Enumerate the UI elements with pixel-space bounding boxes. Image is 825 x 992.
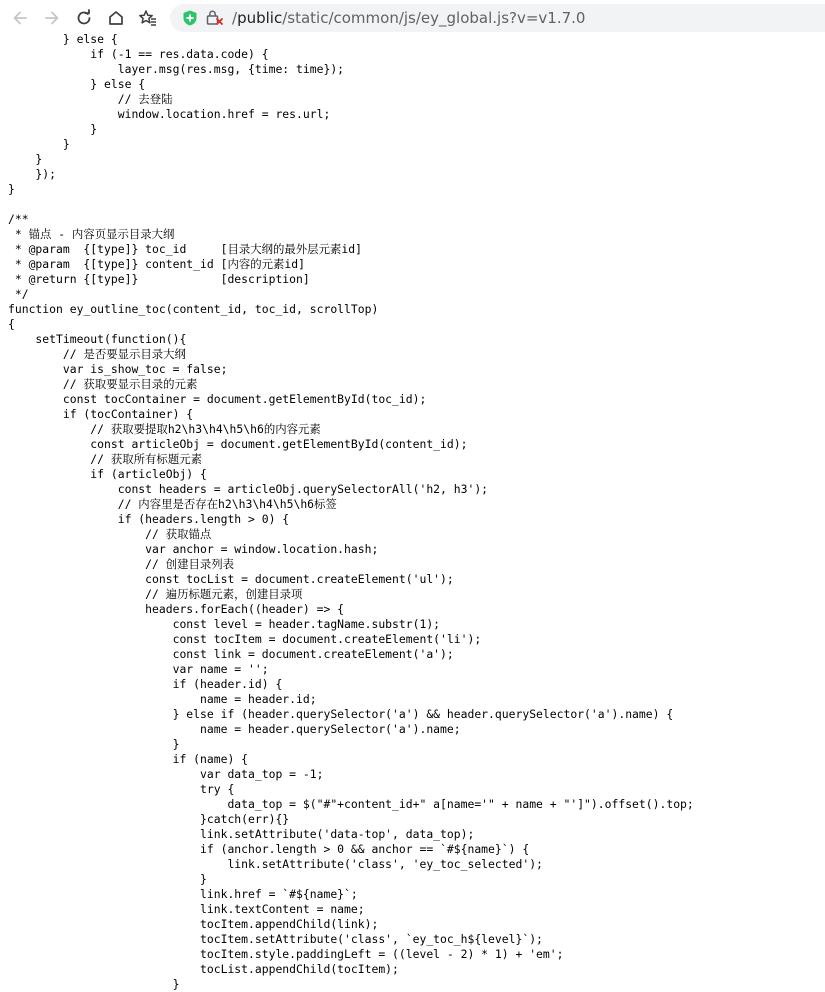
code-line: link.textContent = name; bbox=[8, 902, 365, 916]
url-rest: /static/common/js/ey_global.js?v=v1.7.0 bbox=[282, 9, 586, 27]
code-line: // 创建目录列表 bbox=[8, 557, 235, 571]
code-line: */ bbox=[8, 287, 29, 301]
code-line: } bbox=[8, 122, 98, 136]
code-line: const tocItem = document.createElement('li'); bbox=[8, 632, 482, 646]
code-line: // 获取锚点 bbox=[8, 527, 212, 541]
forward-arrow-icon bbox=[43, 9, 61, 27]
code-line: const articleObj = document.getElementById(content_id); bbox=[8, 437, 468, 451]
code-line: var anchor = window.location.hash; bbox=[8, 542, 379, 556]
code-line: } else { bbox=[8, 77, 146, 91]
star-list-icon bbox=[138, 9, 158, 27]
code-line: const tocList = document.createElement('ul'); bbox=[8, 572, 454, 586]
code-line: } bbox=[8, 182, 15, 196]
browser-toolbar bbox=[0, 0, 825, 36]
code-line: } bbox=[8, 737, 180, 751]
shield-check-icon[interactable] bbox=[182, 10, 198, 26]
reload-icon bbox=[75, 9, 93, 27]
code-line: const headers = articleObj.querySelectorAll('h2, h3'); bbox=[8, 482, 489, 496]
code-line: // 是否要显示目录大纲 bbox=[8, 347, 186, 361]
code-line: headers.forEach((header) => { bbox=[8, 602, 345, 616]
code-line: link.setAttribute('class', 'ey_toc_selected'); bbox=[8, 857, 543, 871]
code-line: var data_top = -1; bbox=[8, 767, 324, 781]
code-line: } bbox=[8, 977, 180, 991]
back-arrow-icon bbox=[11, 9, 29, 27]
code-line: * @param {[type]} content_id [内容的元素id] bbox=[8, 257, 305, 271]
code-line: * @return {[type]} [description] bbox=[8, 272, 310, 286]
url-text[interactable] bbox=[232, 9, 585, 27]
code-line: tocItem.appendChild(link); bbox=[8, 917, 379, 931]
code-line: try { bbox=[8, 782, 235, 796]
code-line: setTimeout(function(){ bbox=[8, 332, 187, 346]
code-line: /** bbox=[8, 212, 29, 226]
bookmark-button[interactable] bbox=[132, 0, 164, 36]
code-line: * @param {[type]} toc_id [目录大纲的最外层元素id] bbox=[8, 242, 362, 256]
code-line: }); bbox=[8, 167, 57, 181]
code-line: var is_show_toc = false; bbox=[8, 362, 228, 376]
url-main: public bbox=[237, 9, 283, 27]
code-line: const level = header.tagName.substr(1); bbox=[8, 617, 441, 631]
code-line: if (header.id) { bbox=[8, 677, 283, 691]
code-line: const link = document.createElement('a'); bbox=[8, 647, 454, 661]
code-line: name = header.querySelector('a').name; bbox=[8, 722, 461, 736]
reload-button[interactable] bbox=[68, 0, 100, 36]
code-line: data_top = $("#"+content_id+" a[name='" + name + "']").offset().top; bbox=[8, 797, 694, 811]
code-line: // 去登陆 bbox=[8, 92, 173, 106]
code-line: if (name) { bbox=[8, 752, 249, 766]
code-line bbox=[8, 197, 825, 212]
back-button[interactable] bbox=[4, 0, 36, 36]
code-line: // 内容里是否存在h2\h3\h4\h5\h6标签 bbox=[8, 497, 337, 511]
code-line: } else { bbox=[8, 32, 118, 46]
code-line: tocList.appendChild(tocItem); bbox=[8, 962, 399, 976]
code-line: name = header.id; bbox=[8, 692, 317, 706]
code-line: // 获取所有标题元素 bbox=[8, 452, 202, 466]
code-line: // 获取要提取h2\h3\h4\h5\h6的内容元素 bbox=[8, 422, 321, 436]
code-line: if (anchor.length > 0 && anchor == `#${name}`) { bbox=[8, 842, 530, 856]
code-line: }catch(err){} bbox=[8, 812, 290, 826]
code-line: if (articleObj) { bbox=[8, 467, 207, 481]
code-line: { bbox=[8, 317, 15, 331]
code-line: * 锚点 - 内容页显示目录大纲 bbox=[8, 227, 175, 241]
code-line: } bbox=[8, 152, 43, 166]
code-line: link.href = `#${name}`; bbox=[8, 887, 358, 901]
code-line: function ey_outline_toc(content_id, toc_id, scrollTop) bbox=[8, 302, 379, 316]
code-line: layer.msg(res.msg, {time: time}); bbox=[8, 62, 345, 76]
source-code-view bbox=[8, 32, 825, 991]
home-button[interactable] bbox=[100, 0, 132, 36]
code-line: } bbox=[8, 137, 70, 151]
code-line: if (headers.length > 0) { bbox=[8, 512, 290, 526]
code-line: if (-1 == res.data.code) { bbox=[8, 47, 269, 61]
code-line: // 获取要显示目录的元素 bbox=[8, 377, 198, 391]
code-line: } else if (header.querySelector('a') && header.querySelector('a').name) { bbox=[8, 707, 674, 721]
code-line: } bbox=[8, 872, 207, 886]
code-line: var name = ''; bbox=[8, 662, 269, 676]
code-line: if (tocContainer) { bbox=[8, 407, 194, 421]
forward-button[interactable] bbox=[36, 0, 68, 36]
code-line: const tocContainer = document.getElementById(toc_id); bbox=[8, 392, 427, 406]
url-prefix: / bbox=[232, 9, 238, 27]
code-line: window.location.href = res.url; bbox=[8, 107, 331, 121]
address-bar[interactable] bbox=[170, 4, 825, 32]
code-line: tocItem.style.paddingLeft = ((level - 2) * 1) + 'em'; bbox=[8, 947, 564, 961]
code-line: link.setAttribute('data-top', data_top); bbox=[8, 827, 475, 841]
code-line: tocItem.setAttribute('class', `ey_toc_h${level}`); bbox=[8, 932, 543, 946]
home-icon bbox=[107, 9, 125, 27]
insecure-lock-icon[interactable] bbox=[206, 10, 224, 26]
code-line: // 遍历标题元素，创建目录项 bbox=[8, 587, 303, 601]
